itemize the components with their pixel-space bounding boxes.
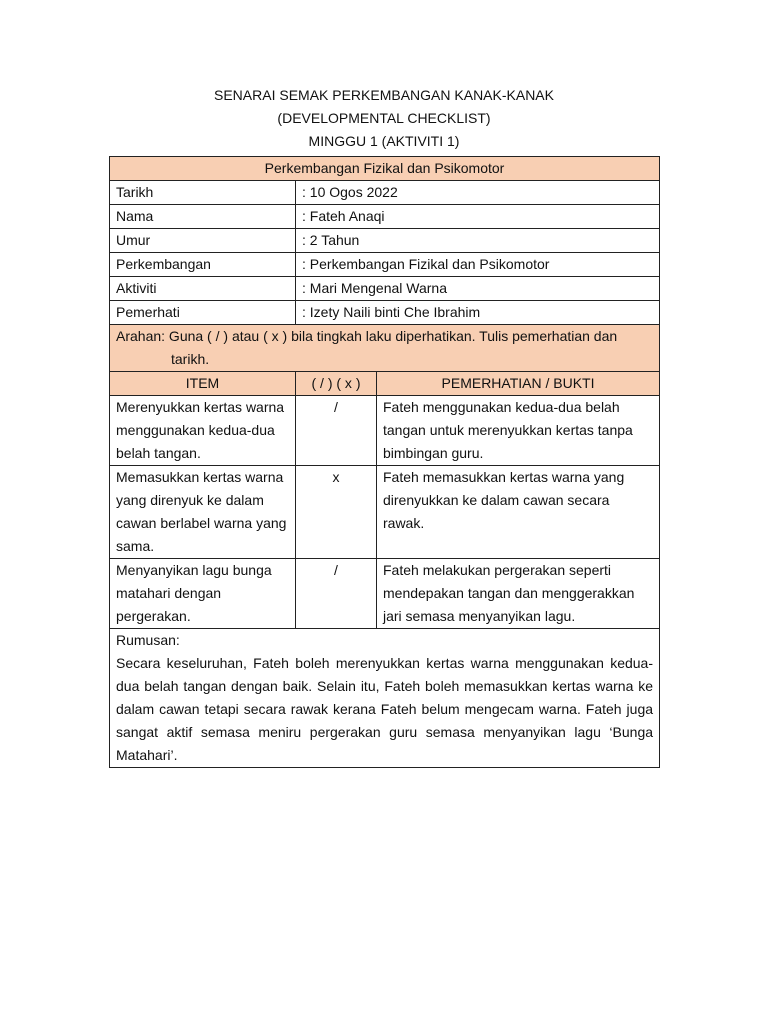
item-description: Memasukkan kertas warna yang direnyuk ke dalam cawan berlabel warna yang sama. [110,466,296,559]
info-label: Umur [110,229,296,253]
item-observation: Fateh memasukkan kertas warna yang direnyukkan ke dalam cawan secara rawak. [377,466,660,559]
instruction-row [110,325,660,372]
info-label: Aktiviti [110,277,296,301]
column-header-row [110,372,660,396]
item-mark: / [296,396,377,466]
item-observation: Fateh melakukan pergerakan seperti mendepakan tangan dan menggerakkan jari semasa menyanyikan lagu. [377,559,660,629]
column-header-observation: PEMERHATIAN / BUKTI [377,372,660,396]
document-title: SENARAI SEMAK PERKEMBANGAN KANAK-KANAK [214,87,554,103]
info-value: : 10 Ogos 2022 [296,181,660,205]
info-label: Pemerhati [110,301,296,325]
info-label: Tarikh [110,181,296,205]
table-row [110,466,660,559]
info-row-tarikh [110,181,660,205]
checklist-table [109,156,660,768]
info-label: Perkembangan [110,253,296,277]
week-label: MINGGU 1 (AKTIVITI 1) [308,133,460,149]
column-header-mark: ( / ) ( x ) [296,372,377,396]
info-value: : Mari Mengenal Warna [296,277,660,301]
info-value: : Izety Naili binti Che Ibrahim [296,301,660,325]
info-row-nama [110,205,660,229]
table-row [110,396,660,466]
item-description: Merenyukkan kertas warna menggunakan kedua-dua belah tangan. [110,396,296,466]
document-header [0,84,768,153]
instruction-line: tarikh. [171,351,210,367]
item-mark: x [296,466,377,559]
info-label: Nama [110,205,296,229]
section-title: Perkembangan Fizikal dan Psikomotor [110,157,660,181]
info-row-aktiviti [110,277,660,301]
summary-label: Rumusan: [116,632,180,648]
summary-row [110,629,660,768]
info-value: : Perkembangan Fizikal dan Psikomotor [296,253,660,277]
info-row-pemerhati [110,301,660,325]
summary-cell [110,629,660,768]
info-row-umur [110,229,660,253]
table-row [110,559,660,629]
info-value: : Fateh Anaqi [296,205,660,229]
section-title-row [110,157,660,181]
item-mark: / [296,559,377,629]
document-subtitle: (DEVELOPMENTAL CHECKLIST) [277,110,491,126]
column-header-item: ITEM [110,372,296,396]
item-description: Menyanyikan lagu bunga matahari dengan pergerakan. [110,559,296,629]
instruction-line: Arahan: Guna ( / ) atau ( x ) bila tingkah laku diperhatikan. Tulis pemerhatian dan [116,328,618,344]
instruction-cell [110,325,660,372]
item-observation: Fateh menggunakan kedua-dua belah tangan untuk merenyukkan kertas tanpa bimbingan guru. [377,396,660,466]
info-row-perkembangan [110,253,660,277]
info-value: : 2 Tahun [296,229,660,253]
summary-text: Secara keseluruhan, Fateh boleh merenyukkan kertas warna menggunakan kedua-dua belah tangan dengan baik. Selain itu, Fateh boleh memasukkan kertas warna ke dalam cawan tetapi secara rawak kerana Fateh belum mengecam warna. Fateh juga sangat aktif semasa meniru pergerakan guru semasa menyanyikan lagu ‘Bunga Matahari’. [116,655,654,763]
